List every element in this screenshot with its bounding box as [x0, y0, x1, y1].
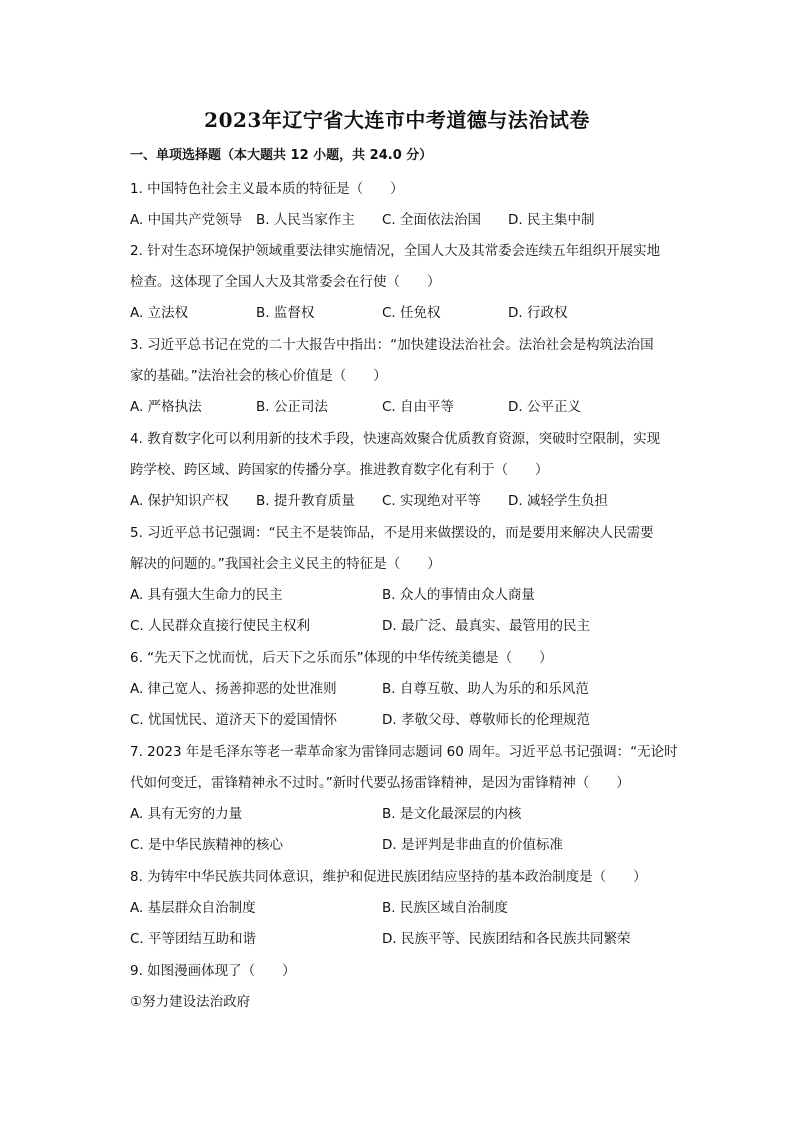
question-6-option-d: D. 孝敬父母、尊敬师长的伦理规范	[382, 712, 590, 728]
question-7-option-c: C. 是中华民族精神的核心	[130, 837, 284, 853]
page-title: 2023年辽宁省大连市中考道德与法治试卷	[204, 108, 590, 132]
question-2-stem-line-1: 2. 针对生态环境保护领域重要法律实施情况，全国人大及其常委会连续五年组织开展实地	[130, 243, 661, 259]
question-9-statement-1: ①努力建设法治政府	[130, 994, 251, 1010]
question-3-stem-line-1: 3. 习近平总书记在党的二十大报告中指出：“加快建设法治社会。法治社会是构筑法治国	[130, 337, 654, 353]
question-1-option-a: A. 中国共产党领导	[130, 212, 243, 228]
question-2-option-c: C. 任免权	[382, 305, 441, 321]
question-3-option-b: B. 公正司法	[256, 399, 328, 415]
question-8-option-b: B. 民族区域自治制度	[382, 900, 508, 916]
question-3-option-c: C. 自由平等	[382, 399, 455, 415]
question-8-option-d: D. 民族平等、民族团结和各民族共同繁荣	[382, 931, 631, 947]
question-6-stem: 6. “先天下之忧而忧，后天下之乐而乐”体现的中华传统美德是（ ）	[130, 650, 553, 666]
question-8-option-a: A. 基层群众自治制度	[130, 900, 256, 916]
question-4-option-d: D. 减轻学生负担	[508, 493, 608, 509]
question-7-stem-line-1: 7. 2023 年是毛泽东等老一辈革命家为雷锋同志题词 60 周年。习近平总书记强调：“无论时	[130, 744, 678, 760]
question-7-stem-line-2: 代如何变迁，雷锋精神永不过时。”新时代要弘扬雷锋精神，是因为雷锋精神（ ）	[130, 775, 630, 791]
question-5-stem-line-1: 5. 习近平总书记强调：“民主不是装饰品，不是用来做摆设的，而是要用来解决人民需要	[130, 525, 654, 541]
section-heading: 一、单项选择题（本大题共 12 小题，共 24.0 分）	[130, 148, 433, 163]
question-4-option-c: C. 实现绝对平等	[382, 493, 482, 509]
question-1-stem: 1. 中国特色社会主义最本质的特征是（ ）	[130, 181, 404, 197]
question-6-option-a: A. 律己宽人、扬善抑恶的处世准则	[130, 681, 337, 697]
question-4-stem-line-1: 4. 教育数字化可以利用新的技术手段，快速高效聚合优质教育资源，突破时空限制，实现	[130, 431, 661, 447]
question-4-stem-line-2: 跨学校、跨区域、跨国家的传播分享。推进教育数字化有利于（ ）	[130, 462, 549, 478]
question-2-option-b: B. 监督权	[256, 305, 315, 321]
question-2-option-d: D. 行政权	[508, 305, 568, 321]
question-8-stem: 8. 为铸牢中华民族共同体意识，维护和促进民族团结应坚持的基本政治制度是（ ）	[130, 869, 647, 885]
question-4-option-b: B. 提升教育质量	[256, 493, 355, 509]
question-9-stem: 9. 如图漫画体现了（ ）	[130, 963, 296, 979]
question-4-option-a: A. 保护知识产权	[130, 493, 229, 509]
question-1-option-b: B. 人民当家作主	[256, 212, 355, 228]
question-7-option-a: A. 具有无穷的力量	[130, 806, 243, 822]
question-5-option-b: B. 众人的事情由众人商量	[382, 587, 535, 603]
question-1-option-d: D. 民主集中制	[508, 212, 595, 228]
question-1-option-c: C. 全面依法治国	[382, 212, 482, 228]
question-5-stem-line-2: 解决的问题的。”我国社会主义民主的特征是（ ）	[130, 556, 441, 572]
question-5-option-a: A. 具有强大生命力的民主	[130, 587, 283, 603]
question-3-option-a: A. 严格执法	[130, 399, 202, 415]
question-5-option-c: C. 人民群众直接行使民主权利	[130, 618, 311, 634]
question-7-option-d: D. 是评判是非曲直的价值标准	[382, 837, 563, 853]
question-6-option-c: C. 忧国忧民、道济天下的爱国情怀	[130, 712, 338, 728]
question-3-stem-line-2: 家的基础。”法治社会的核心价值是（ ）	[130, 368, 387, 384]
question-8-option-c: C. 平等团结互助和谐	[130, 931, 257, 947]
question-3-option-d: D. 公平正义	[508, 399, 581, 415]
question-2-stem-line-2: 检查。这体现了全国人大及其常委会在行使（ ）	[130, 274, 441, 290]
question-2-option-a: A. 立法权	[130, 305, 189, 321]
question-6-option-b: B. 自尊互敬、助人为乐的和乐风范	[382, 681, 589, 697]
question-5-option-d: D. 最广泛、最真实、最管用的民主	[382, 618, 590, 634]
question-7-option-b: B. 是文化最深层的内核	[382, 806, 522, 822]
